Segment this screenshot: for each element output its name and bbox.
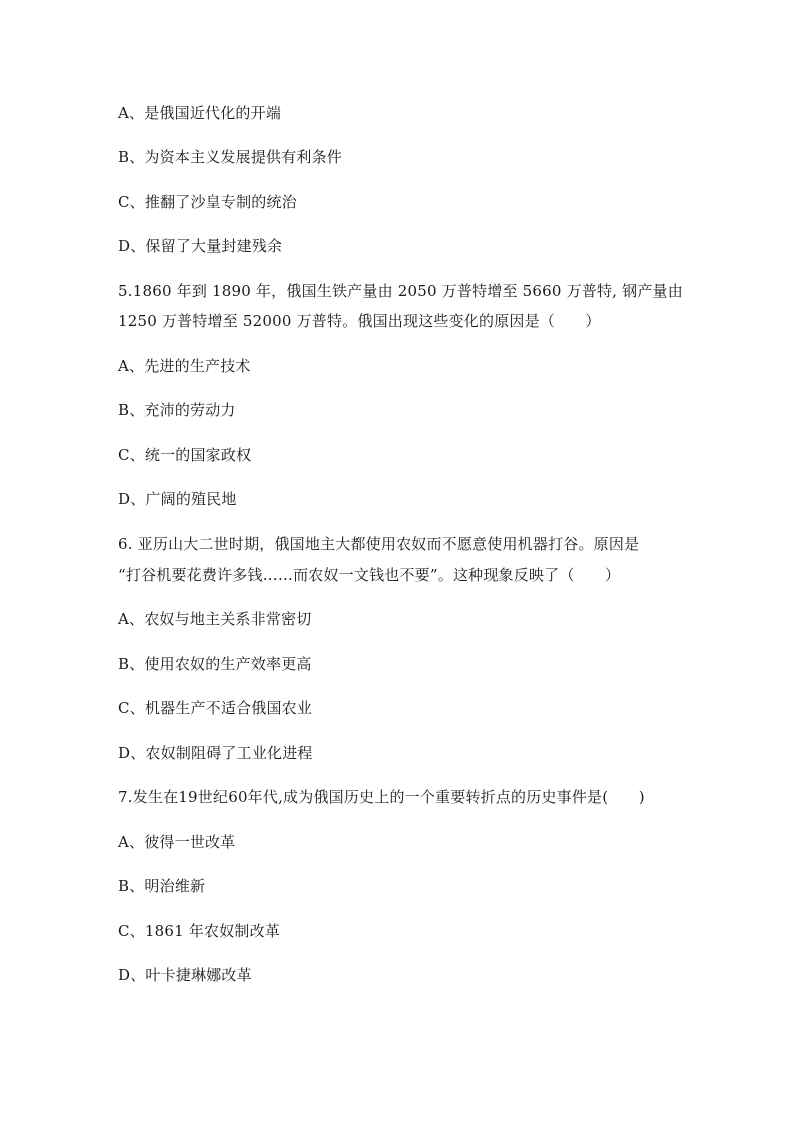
q5-option-a: A、先进的生产技术 xyxy=(118,357,251,375)
q6-option-c: C、机器生产不适合俄国农业 xyxy=(118,699,313,717)
q4-option-c: C、推翻了沙皇专制的统治 xyxy=(118,193,297,211)
q5-option-b: B、充沛的劳动力 xyxy=(118,401,236,419)
q6-option-d: D、农奴制阻碍了工业化进程 xyxy=(118,744,313,762)
q7-option-b: B、明治维新 xyxy=(118,877,206,895)
q6-option-b: B、使用农奴的生产效率更高 xyxy=(118,655,312,673)
q4-option-a: A、是俄国近代化的开端 xyxy=(118,104,282,122)
q5-stem-line-2: 1250 万普特增至 52000 万普特。俄国出现这些变化的原因是（ ） xyxy=(118,312,601,330)
q6-stem-line-2: “打谷机要花费许多钱……而农奴一文钱也不要”。这种现象反映了（ ） xyxy=(118,566,621,584)
q4-option-d: D、保留了大量封建残余 xyxy=(118,237,283,255)
q5-stem-line-1: 5.1860 年到 1890 年，俄国生铁产量由 2050 万普特增至 5660 万普特, 钢产量由 xyxy=(118,282,683,300)
q7-option-d: D、叶卡捷琳娜改革 xyxy=(118,966,252,984)
q6-option-a: A、农奴与地主关系非常密切 xyxy=(118,610,312,628)
q6-stem-line-1: 6. 亚历山大二世时期，俄国地主大都使用农奴而不愿意使用机器打谷。原因是 xyxy=(118,535,640,553)
q7-option-a: A、彼得一世改革 xyxy=(118,833,236,851)
q7-option-c: C、1861 年农奴制改革 xyxy=(118,922,281,940)
q5-option-c: C、统一的国家政权 xyxy=(118,446,252,464)
q7-stem-line-1: 7.发生在19世纪60年代,成为俄国历史上的一个重要转折点的历史事件是( ) xyxy=(118,788,645,806)
q5-option-d: D、广阔的殖民地 xyxy=(118,490,237,508)
q4-option-b: B、为资本主义发展提供有利条件 xyxy=(118,148,343,166)
